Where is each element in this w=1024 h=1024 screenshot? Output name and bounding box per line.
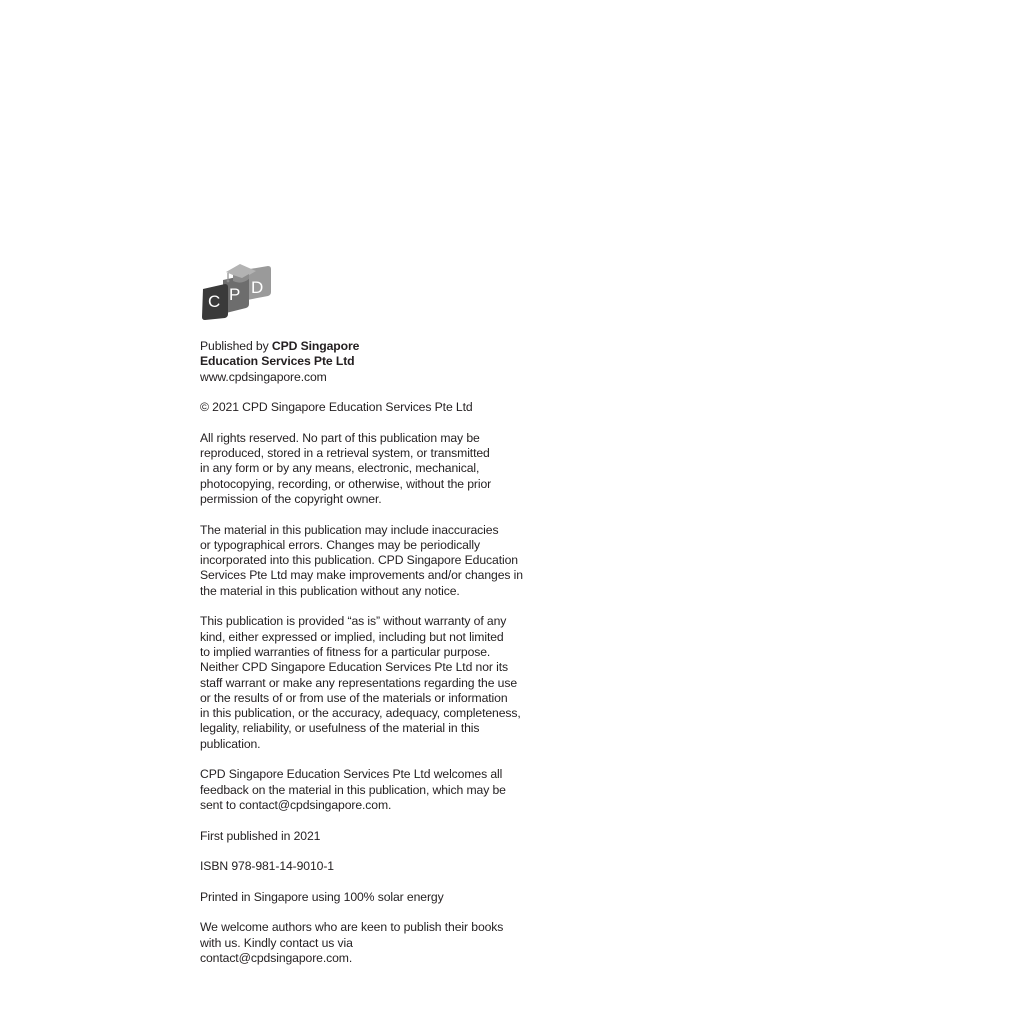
rights-line: in any form or by any means, electronic, mechanical, (200, 461, 480, 476)
warranty-line: kind, either expressed or implied, including but not limited (200, 629, 504, 644)
publisher-name-line2: Education Services Pte Ltd (200, 354, 355, 369)
authors-paragraph (200, 920, 530, 966)
warranty-line: Neither CPD Singapore Education Services Pte Ltd nor its (200, 660, 509, 675)
copyright-line: © 2021 CPD Singapore Education Services Pte Ltd (200, 400, 473, 415)
feedback-line: sent to contact@cpdsingapore.com. (200, 797, 392, 812)
rights-paragraph (200, 431, 530, 507)
publisher-name-line1: CPD Singapore (271, 339, 360, 353)
authors-line: with us. Kindly contact us via (200, 935, 353, 950)
isbn-line: ISBN 978-981-14-9010-1 (200, 859, 334, 874)
material-notice-paragraph (200, 523, 530, 599)
publisher-prefix: Published by (200, 339, 272, 353)
warranty-line: in this publication, or the accuracy, adequacy, completeness, (200, 706, 521, 721)
copyright-notice (200, 400, 530, 415)
material-notice-line: The material in this publication may include inaccuracies (200, 522, 499, 537)
first-published (200, 829, 530, 844)
feedback-line: CPD Singapore Education Services Pte Ltd welcomes all (200, 767, 503, 782)
warranty-line: This publication is provided “as is” without warranty of any (200, 614, 507, 629)
rights-line: All rights reserved. No part of this publication may be (200, 430, 480, 445)
warranty-line: staff warrant or make any representations regarding the use (200, 675, 518, 690)
logo-letter-d: D (251, 278, 264, 297)
warranty-line: publication. (200, 736, 261, 751)
authors-line: We welcome authors who are keen to publish their books (200, 920, 504, 935)
authors-line: contact@cpdsingapore.com. (200, 950, 353, 965)
publisher-block (200, 339, 530, 385)
material-notice-line: or typographical errors. Changes may be periodically (200, 537, 480, 552)
material-notice-line: incorporated into this publication. CPD Singapore Education (200, 553, 518, 568)
isbn (200, 859, 530, 874)
warranty-line: to implied warranties of fitness for a particular purpose. (200, 644, 491, 659)
material-notice-line: the material in this publication without any notice. (200, 583, 460, 598)
warranty-paragraph (200, 614, 530, 752)
rights-line: photocopying, recording, or otherwise, without the prior (200, 476, 492, 491)
logo-letter-c: C (208, 292, 221, 311)
warranty-line: or the results of or from use of the materials or information (200, 690, 508, 705)
warranty-line: legality, reliability, or usefulness of the material in this (200, 721, 480, 736)
printed-note (200, 890, 530, 905)
printed-line: Printed in Singapore using 100% solar energy (200, 889, 444, 904)
publisher-line (200, 339, 530, 354)
feedback-paragraph (200, 767, 530, 813)
feedback-line: feedback on the material in this publication, which may be (200, 782, 506, 797)
publisher-website: www.cpdsingapore.com (200, 369, 327, 384)
material-notice-line: Services Pte Ltd may make improvements and/or changes in (200, 568, 523, 583)
cpd-logo (200, 262, 272, 320)
copyright-text (200, 339, 530, 981)
logo-letter-p: P (229, 285, 241, 304)
first-published-line: First published in 2021 (200, 828, 321, 843)
rights-line: reproduced, stored in a retrieval system, or transmitted (200, 446, 490, 461)
rights-line: permission of the copyright owner. (200, 491, 382, 506)
